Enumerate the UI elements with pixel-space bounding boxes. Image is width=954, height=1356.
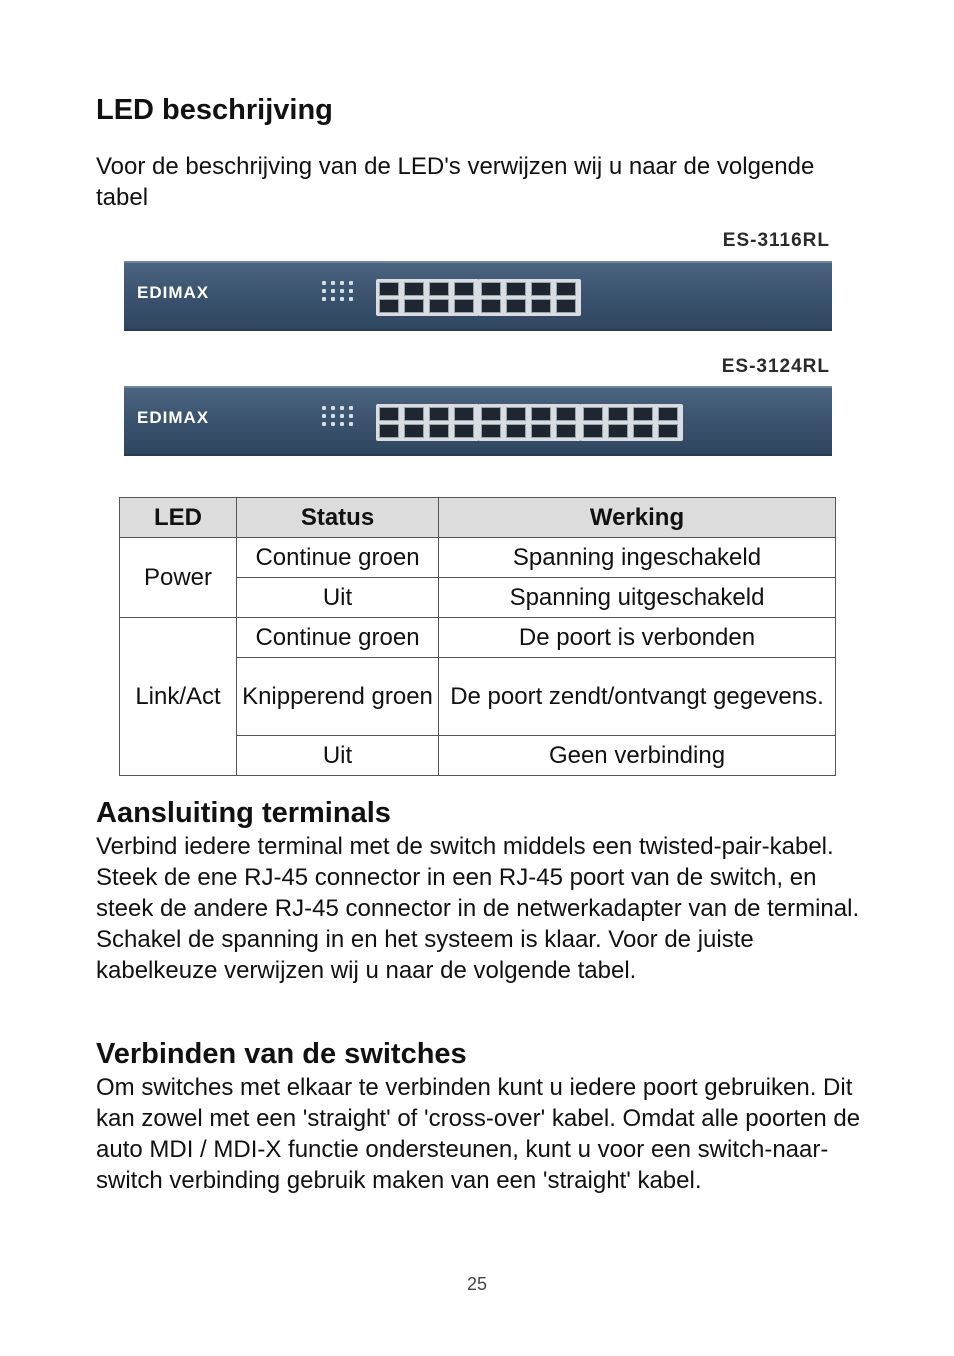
column-header-led: LED bbox=[120, 498, 237, 538]
column-header-werking: Werking bbox=[439, 498, 836, 538]
aansluiting-body: Verbind iedere terminal met de switch middels een twisted-pair-kabel. Steek de ene RJ-45 connector in een RJ-45 poort van de switch, en steek de andere RJ-45 connector in de netwerkadapter van de terminal. Schakel de spanning in en het systeem is klaar. Voor de juiste kabelkeuze verwijzen wij u naar de volgende tabel. bbox=[96, 833, 860, 984]
brand-logo: EDIMAX bbox=[137, 283, 210, 302]
aansluiting-heading: Aansluiting terminals bbox=[96, 797, 391, 829]
switch-photo-es3116rl bbox=[124, 261, 832, 331]
table-row bbox=[120, 618, 836, 658]
cell-status: Continue groen bbox=[237, 538, 439, 578]
led-indicator-grid bbox=[322, 406, 354, 426]
port-block bbox=[478, 279, 581, 316]
led-indicator-grid bbox=[322, 281, 354, 301]
figure-model-label: ES-3116RL bbox=[722, 230, 830, 251]
switch-photo-es3124rl bbox=[124, 386, 832, 456]
cell-werking: Geen verbinding bbox=[439, 736, 836, 776]
column-header-status: Status bbox=[237, 498, 439, 538]
cell-status: Knipperend groen bbox=[237, 658, 439, 736]
table-row bbox=[120, 538, 836, 578]
cell-status: Continue groen bbox=[237, 618, 439, 658]
port-block bbox=[580, 404, 683, 441]
verbinden-body: Om switches met elkaar te verbinden kunt u iedere poort gebruiken. Dit kan zowel met een 'straight' of 'cross-over' kabel. Omdat alle poorten de auto MDI / MDI-X functie ondersteunen, kunt u voor een switch-naar-switch verbinding gebruik maken van een 'straight' kabel. bbox=[96, 1074, 861, 1194]
brand-logo: EDIMAX bbox=[137, 408, 210, 427]
cell-status: Uit bbox=[237, 578, 439, 618]
port-block bbox=[376, 279, 479, 316]
cell-werking: Spanning uitgeschakeld bbox=[439, 578, 836, 618]
cell-led: Power bbox=[120, 538, 237, 618]
figure-model-label: ES-3124RL bbox=[721, 356, 830, 377]
page-number: 25 bbox=[466, 1274, 488, 1294]
port-block bbox=[376, 404, 479, 441]
led-section-intro: Voor de beschrijving van de LED's verwijzen wij u naar de volgende tabel bbox=[96, 153, 815, 211]
led-table bbox=[119, 497, 836, 776]
port-block bbox=[478, 404, 581, 441]
cell-led: Link/Act bbox=[120, 618, 237, 776]
verbinden-heading: Verbinden van de switches bbox=[96, 1038, 467, 1070]
cell-werking: Spanning ingeschakeld bbox=[439, 538, 836, 578]
cell-werking: De poort zendt/ontvangt gegevens. bbox=[439, 658, 836, 736]
cell-status: Uit bbox=[237, 736, 439, 776]
table-header-row bbox=[120, 498, 836, 538]
cell-werking: De poort is verbonden bbox=[439, 618, 836, 658]
led-section-heading: LED beschrijving bbox=[96, 94, 333, 126]
